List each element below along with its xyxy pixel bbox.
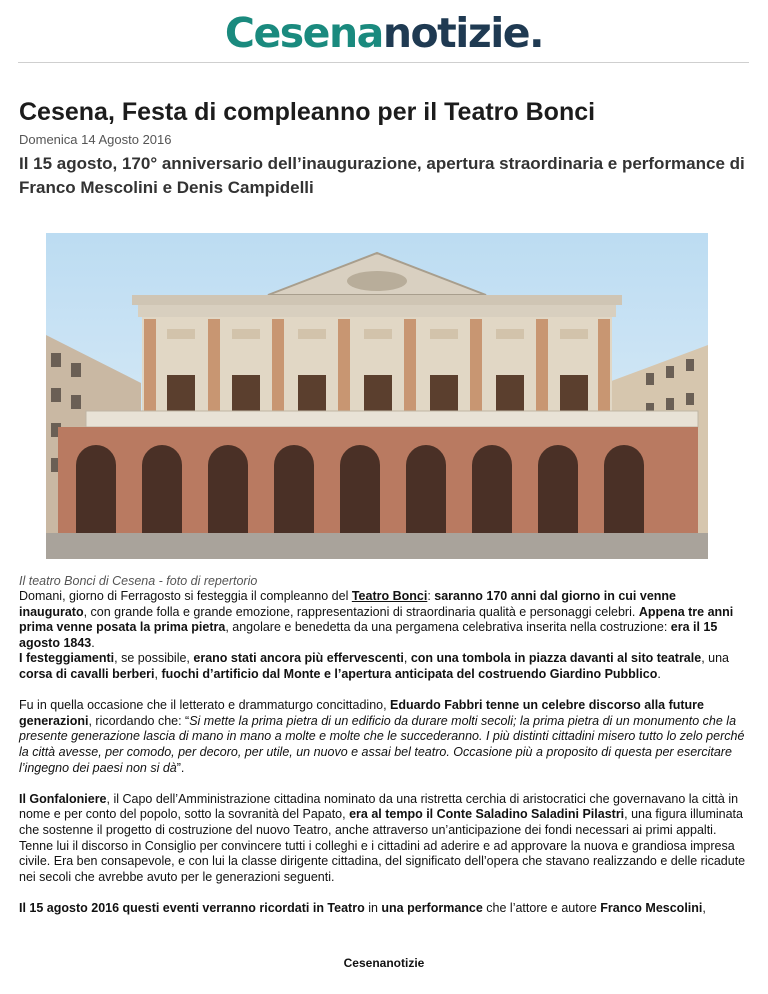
paragraph-1: Domani, giorno di Ferragosto si festeggia il compleanno del Teatro Bonci: saranno 170 anni dal giorno in cui venne inaugurato, con grande folla e grande emozione, rappresentazioni di straordinaria qualità e personaggi celebri. Appena tre anni prima venne posata la prima pietra, angolare e benedetta da una pergamena celebrativa inserita nella costruzione: era il 15 agosto 1843. I festeggiamenti, se possibile, erano stati ancora più effervescenti, con una tombola in piazza davanti al sito teatrale, una corsa di cavalli berberi, fuochi d’artificio dal Monte e l’apertura anticipata del costruendo Giardino Pubblico. [19,589,734,681]
paragraph-3: Il Gonfaloniere, il Capo dell’Amministrazione cittadina nominato da una ristretta cerchia di aristocratici che governavano la città in nome e per conto del popolo, sotto la sovranità del Papato, era al tempo il Conte Saladino Saladini Pilastri, una figura illuminata che sostenne il progetto di costruzione del nuovo Teatro, anche attraverso un’anticipazione dei fondi necessari ai primi appalti. Tenne lui il discorso in Consiglio per convincere tutti i colleghi e i cittadini ad aderire e ad approvare la nuova e grandiosa impresa civile. Era ben consapevole, e con lui la classe dirigente cittadina, del significato dell’opera che stavano realizzando e delle ricadute nei secoli che avrebbe avuto per le generazioni seguenti. [19,791,746,884]
paragraph-4: Il 15 agosto 2016 questi eventi verranno ricordati in Teatro in una performance che l’attore e autore Franco Mescolini, [19,900,706,915]
article-title: Cesena, Festa di compleanno per il Teatro Bonci [19,98,596,126]
logo-part-notizie: notizie. [382,9,544,57]
teatro-bonci-photo [46,233,708,559]
paragraph-2: Fu in quella occasione che il letterato e drammaturgo concittadino, Eduardo Fabbri tenne un celebre discorso alla future generazioni, ricordando che: “Si mette la prima pietra di un edificio da durare molti secoli; la prima pietra di un monumento che la presente generazione lascia di mano in mano a molte e molte che le succederanno. I più distinti cittadini misero tutto lo zelo perché la città avesse, per comodo, per decoro, per utile, un nuovo e assai bel teatro. Occasione più a proposito di questa per esercitare l’ingegno dei paesi non si dà”. [19,698,745,775]
article-body [19,589,747,932]
image-caption: Il teatro Bonci di Cesena - foto di repertorio [19,574,258,588]
article-date: Domenica 14 Agosto 2016 [19,132,172,147]
site-logo[interactable] [0,8,768,58]
page-footer: Cesenanotizie [343,956,425,970]
article-subtitle: Il 15 agosto, 170° anniversario dell’inaugurazione, apertura straordinaria e performance di Franco Mescolini e Denis Campidelli [19,154,745,197]
header-divider [18,62,749,63]
logo-part-cesena: Cesena [224,9,383,57]
teatro-bonci-link[interactable]: Teatro Bonci [351,589,428,603]
